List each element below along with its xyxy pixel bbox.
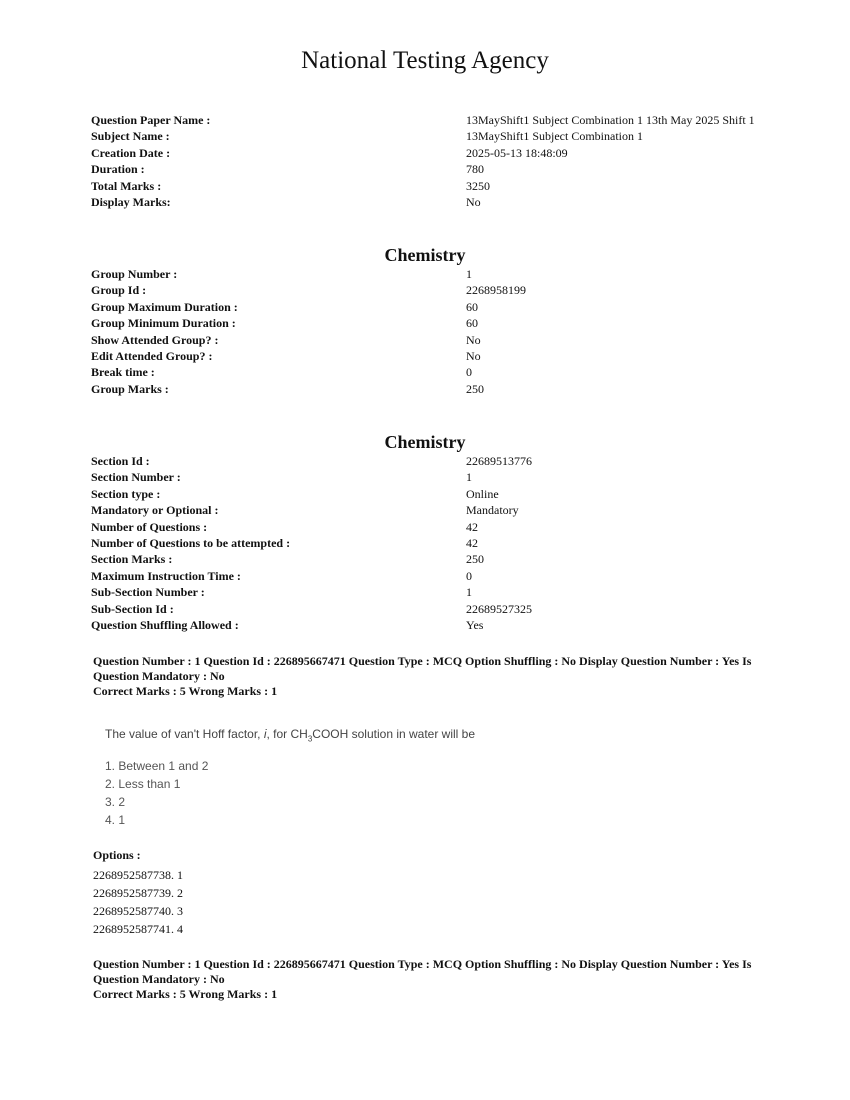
field-label: Group Minimum Duration : xyxy=(91,316,236,331)
field-label: Subject Name : xyxy=(91,129,170,144)
section-heading: Chemistry xyxy=(384,432,466,452)
section-info xyxy=(91,453,791,633)
question-meta-line: Question Number : 1 Question Id : 226895667471 Question Type : MCQ Option Shuffling : No Display Question Number : Yes Is Question Mandatory : No xyxy=(93,654,752,683)
group-info xyxy=(91,266,791,397)
choice-item: 3. 2 xyxy=(105,795,126,810)
field-value: 0 xyxy=(466,365,472,380)
question-meta-2 xyxy=(93,957,763,1002)
field-value: Online xyxy=(466,486,499,501)
options-label: Options : xyxy=(93,848,141,862)
group-row xyxy=(91,266,791,282)
question-meta-line: Question Number : 1 Question Id : 226895667471 Question Type : MCQ Option Shuffling : No Display Question Number : Yes Is Question Mandatory : No xyxy=(93,957,752,986)
field-label: Creation Date : xyxy=(91,145,171,160)
field-label: Group Id : xyxy=(91,283,147,298)
field-value: 1 xyxy=(466,585,472,600)
field-label: Question Paper Name : xyxy=(91,113,211,127)
field-value: 42 xyxy=(466,519,478,534)
section-row xyxy=(91,617,791,633)
field-value: 3250 xyxy=(466,178,490,193)
field-value: 1 xyxy=(466,267,472,281)
field-value: Yes xyxy=(466,617,484,632)
field-value: Mandatory xyxy=(466,503,519,518)
field-label: Sub-Section Number : xyxy=(91,585,205,600)
group-row xyxy=(91,348,791,364)
field-value: 1 xyxy=(466,470,472,485)
group-row xyxy=(91,364,791,380)
field-label: Section type : xyxy=(91,486,161,501)
page-title: National Testing Agency xyxy=(301,47,549,74)
question-meta xyxy=(93,654,763,699)
field-label: Mandatory or Optional : xyxy=(91,503,219,518)
field-label: Total Marks : xyxy=(91,178,162,193)
field-value: 42 xyxy=(466,535,478,550)
field-value: 13MayShift1 Subject Combination 1 xyxy=(466,129,643,144)
section-row xyxy=(91,469,791,485)
section-row xyxy=(91,535,791,551)
choice-item: 2. Less than 1 xyxy=(105,777,181,792)
options-block xyxy=(93,846,183,938)
field-label: Group Maximum Duration : xyxy=(91,299,238,314)
field-value: 250 xyxy=(466,552,484,567)
paper-row xyxy=(91,112,791,128)
option-item: 2268952587740. 3 xyxy=(93,904,183,918)
field-label: Group Number : xyxy=(91,267,178,281)
field-value: 0 xyxy=(466,568,472,583)
field-label: Show Attended Group? : xyxy=(91,332,219,347)
question-image xyxy=(105,727,475,829)
field-value: 13MayShift1 Subject Combination 1 13th May 2025 Shift 1 xyxy=(466,113,755,127)
group-row xyxy=(91,282,791,298)
field-value: No xyxy=(466,332,481,347)
group-row xyxy=(91,315,791,331)
section-row xyxy=(91,453,791,469)
field-label: Group Marks : xyxy=(91,381,169,396)
section-row xyxy=(91,519,791,535)
section-row xyxy=(91,601,791,617)
group-row xyxy=(91,299,791,315)
section-row xyxy=(91,486,791,502)
field-value: No xyxy=(466,194,481,209)
section-row xyxy=(91,502,791,518)
field-label: Edit Attended Group? : xyxy=(91,348,213,363)
option-item: 2268952587739. 2 xyxy=(93,886,183,900)
field-value: 250 xyxy=(466,381,484,396)
field-value: No xyxy=(466,348,481,363)
field-label: Section Number : xyxy=(91,470,181,485)
option-item: 2268952587741. 4 xyxy=(93,922,183,936)
section-row xyxy=(91,568,791,584)
field-label: Section Marks : xyxy=(91,552,173,567)
question-choices xyxy=(105,757,475,829)
section-row xyxy=(91,584,791,600)
field-value: 22689513776 xyxy=(466,454,532,468)
field-label: Section Id : xyxy=(91,454,150,468)
group-heading: Chemistry xyxy=(384,245,466,265)
paper-row xyxy=(91,128,791,144)
field-label: Duration : xyxy=(91,162,145,177)
field-value: 60 xyxy=(466,316,478,331)
group-row xyxy=(91,332,791,348)
question-stem: The value of van't Hoff factor, i, for $CH_3COOH$ solution in water will be xyxy=(105,727,476,744)
choice-item: 1. Between 1 and 2 xyxy=(105,759,209,774)
field-label: Number of Questions to be attempted : xyxy=(91,535,291,550)
field-label: Break time : xyxy=(91,365,155,380)
field-label: Number of Questions : xyxy=(91,519,208,534)
paper-info xyxy=(91,112,791,210)
field-value: 22689527325 xyxy=(466,601,532,616)
question-marks-line: Correct Marks : 5 Wrong Marks : 1 xyxy=(93,684,278,698)
question-marks-line: Correct Marks : 5 Wrong Marks : 1 xyxy=(93,987,278,1001)
field-label: Sub-Section Id : xyxy=(91,601,174,616)
field-label: Maximum Instruction Time : xyxy=(91,568,241,583)
field-label: Question Shuffling Allowed : xyxy=(91,617,239,632)
field-value: 60 xyxy=(466,299,478,314)
section-row xyxy=(91,551,791,567)
group-row xyxy=(91,381,791,397)
paper-row xyxy=(91,178,791,194)
paper-row xyxy=(91,145,791,161)
option-item: 2268952587738. 1 xyxy=(93,868,183,882)
field-value: 780 xyxy=(466,162,484,177)
field-label: Display Marks: xyxy=(91,194,171,209)
paper-row xyxy=(91,161,791,177)
field-value: 2025-05-13 18:48:09 xyxy=(466,145,568,160)
field-value: 2268958199 xyxy=(466,283,526,298)
paper-row xyxy=(91,194,791,210)
choice-item: 4. 1 xyxy=(105,813,126,828)
